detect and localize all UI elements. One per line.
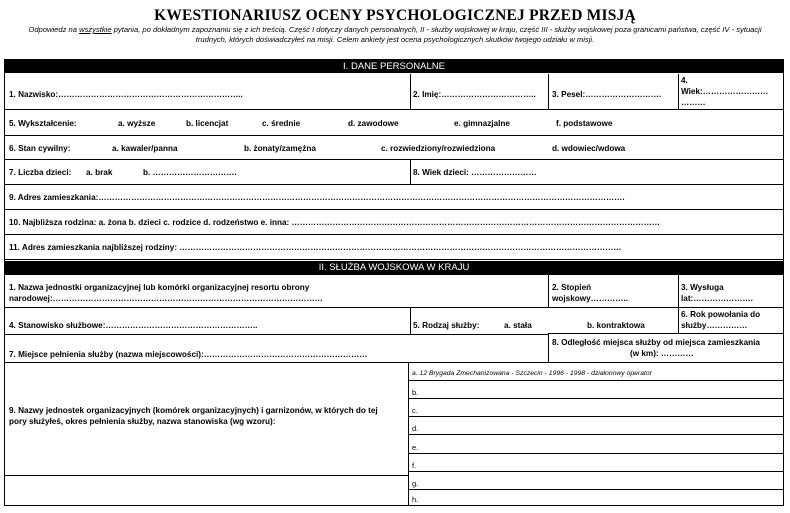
s1-q11-family-address[interactable]: 11. Adres zamieszkania najbliższej rodziny: ……………………………………………………………………………………………………………………………………………… <box>9 243 622 252</box>
divider <box>4 135 784 136</box>
divider <box>4 234 784 235</box>
s1-q5-option[interactable]: e. gimnazjalne <box>454 119 510 128</box>
divider <box>409 398 784 399</box>
list-item[interactable]: a. 12 Brygada Zmechanizowana - Szczecin - 1996 - 1998 - działonowy operator <box>412 370 652 377</box>
divider <box>548 274 549 307</box>
instructions-part-c: trudnych, których doświadczyłeś na misji. Celem ankiety jest ocena psychologicznych skutków twojego udziału w misji. <box>195 35 595 44</box>
divider <box>409 380 784 381</box>
s1-q3-pesel[interactable]: 3. Pesel:………………………. <box>552 90 662 99</box>
s1-q7-option[interactable]: a. brak <box>86 168 113 177</box>
list-item[interactable]: f. <box>412 461 417 470</box>
list-item[interactable]: g. <box>412 479 419 488</box>
s2-q9-units: 9. Nazwy jednostek organizacyjnych (komórek organizacyjnych) i garnizonów, w których do tej <box>9 406 378 415</box>
divider <box>4 209 784 210</box>
s2-q1-unit-field[interactable]: narodowej:……………………………………………………………………………………… <box>9 294 323 303</box>
divider <box>409 434 784 435</box>
divider <box>548 333 784 334</box>
s1-q6-option[interactable]: c. rozwiedziony/rozwiedziona <box>381 144 496 153</box>
s1-q6-marital: 6. Stan cywilny: <box>9 144 71 153</box>
s2-q5-service-type: 5. Rodzaj służby: <box>413 321 480 330</box>
divider <box>4 334 548 335</box>
s1-q4-age[interactable]: Wiek:…………………… <box>681 87 769 96</box>
s1-q6-option[interactable]: b. żonaty/zamężna <box>244 144 316 153</box>
s1-q8-children-age[interactable]: 8. Wiek dzieci: …………………… <box>413 168 537 177</box>
s1-q5-option[interactable]: d. zawodowe <box>348 119 399 128</box>
divider <box>410 74 411 109</box>
s1-q5-option[interactable]: a. wyższe <box>118 119 156 128</box>
s1-q4-number: 4. <box>681 76 688 85</box>
divider <box>4 259 784 260</box>
divider <box>4 475 408 476</box>
s1-q5-option[interactable]: b. licencjat <box>186 119 229 128</box>
divider <box>4 109 784 110</box>
divider <box>4 184 784 185</box>
divider <box>409 489 784 490</box>
s2-q3-seniority-field[interactable]: lat:…………………. <box>681 294 753 303</box>
s1-q5-education: 5. Wykształcenie: <box>9 119 77 128</box>
s1-q2-name[interactable]: 2. Imię:…………………………….. <box>413 90 536 99</box>
s2-q5-option[interactable]: a. stała <box>504 321 532 330</box>
divider <box>4 159 784 160</box>
s2-q2-rank-field[interactable]: wojskowy………….. <box>552 294 628 303</box>
s1-q4-age-cont: ……… <box>681 98 706 107</box>
list-item[interactable]: c. <box>412 406 418 415</box>
list-item[interactable]: d. <box>412 424 419 433</box>
s2-q6-year-field[interactable]: służby…………… <box>681 321 748 330</box>
divider <box>409 416 784 417</box>
s1-q6-option[interactable]: a. kawaler/panna <box>112 144 178 153</box>
s2-q3-seniority: 3. Wysługa <box>681 283 724 292</box>
divider <box>409 471 784 472</box>
s1-q5-option[interactable]: f. podstawowe <box>556 119 613 128</box>
list-item[interactable]: e. <box>412 443 419 452</box>
s1-q10-family[interactable]: 10. Najbliższa rodzina: a. żona b. dzieci c. rodzice d. rodzeństwo e. inna: ……………………………………………………………………………………………………………………… <box>9 218 660 227</box>
instructions-part-b: pytania, po dokładnym zapoznaniu się z ich treścią. Część I dotyczy danych personalnych, II - służby wojskowej w kraju, część III - służby wojskowej poza granicami państwa, część IV - sytuacji <box>111 25 762 34</box>
instructions-part-a: Odpowiedz na <box>28 25 80 34</box>
divider <box>410 307 411 334</box>
s2-q6-year: 6. Rok powołania do <box>681 310 761 319</box>
divider <box>4 274 784 275</box>
section1-header: I. DANE PERSONALNE <box>5 60 783 73</box>
divider <box>678 74 679 109</box>
s2-q1-unit: 1. Nazwa jednostki organizacyjnej lub komórki organizacyjnej resortu obrony <box>9 283 310 292</box>
s1-q6-option[interactable]: d. wdowiec/wdowa <box>552 144 626 153</box>
s2-q2-rank: 2. Stopień <box>552 283 592 292</box>
instructions <box>10 25 780 45</box>
s1-q1-surname[interactable]: 1. Nazwisko:………………………………………………………….. <box>9 90 243 99</box>
s2-q7-location[interactable]: 7. Miejsce pełnienia służby (nazwa miejscowości):…………………………………………………… <box>9 350 368 359</box>
divider <box>548 334 549 362</box>
divider <box>548 74 549 109</box>
divider <box>678 307 679 334</box>
s2-q5-option[interactable]: b. kontraktowa <box>587 321 645 330</box>
list-item[interactable]: b. <box>412 388 419 397</box>
s1-q7-option[interactable]: b. …………………………. <box>143 168 237 177</box>
s2-q4-position[interactable]: 4. Stanowisko służbowe:……………………………………………….. <box>9 321 258 330</box>
divider <box>410 159 411 184</box>
divider <box>4 362 784 363</box>
list-item[interactable]: h. <box>412 495 419 504</box>
divider <box>4 307 784 308</box>
s2-q8-distance-field[interactable]: (w km): ………… <box>630 349 694 358</box>
section2-header: II. SŁUŻBA WOJSKOWA W KRAJU <box>5 261 783 274</box>
instructions-underlined: wszystkie <box>79 25 112 34</box>
s2-q8-distance: 8. Odległość miejsca służby od miejsca zamieszkania <box>552 338 760 347</box>
s1-q5-option[interactable]: c. średnie <box>262 119 301 128</box>
divider <box>678 274 679 307</box>
form-title: KWESTIONARIUSZ OCENY PSYCHOLOGICZNEJ PRZED MISJĄ <box>154 7 636 24</box>
s1-q7-children: 7. Liczba dzieci: <box>9 168 72 177</box>
divider <box>409 453 784 454</box>
s1-q9-address[interactable]: 9. Adres zamieszkania:…………………………………………………………………………………………………………………………………………………………………………. <box>9 193 625 202</box>
s2-q9-units-cont: pory służyłeś, okres pełnienia służby, nazwa stanowiska (wg wzoru): <box>9 417 276 426</box>
